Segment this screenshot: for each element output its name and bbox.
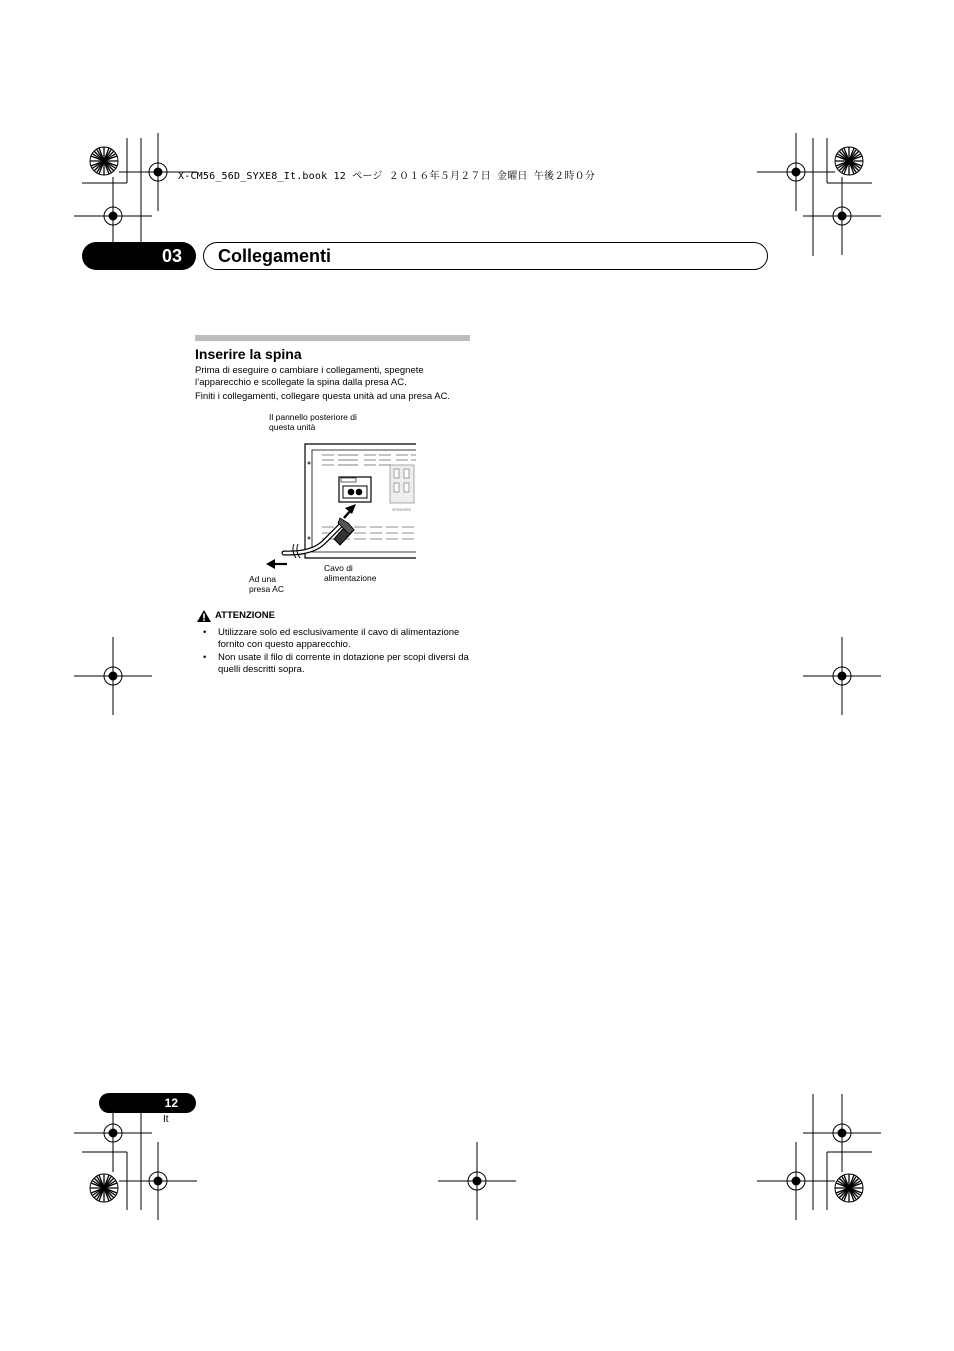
caution-list <box>203 627 473 677</box>
power-cable-label-line1: Cavo di <box>324 563 353 573</box>
outlet-arrow <box>266 559 287 569</box>
rear-panel-label <box>269 413 357 432</box>
caution-item <box>203 627 473 651</box>
ac-outlet-label-line1: Ad una <box>249 574 276 584</box>
rear-panel-label-line1: Il pannello posteriore di <box>269 412 357 422</box>
ac-inlet <box>339 477 371 502</box>
ac-outlet-label-line2: presa AC <box>249 583 284 594</box>
caution-item-text: Utilizzare solo ed esclusivamente il cavo di alimentazione fornito con questo apparecchio. <box>218 627 460 650</box>
caution-item-text: Non usate il filo di corrente in dotazione per scopi diversi da quelli descritti sopra. <box>218 652 469 675</box>
warning-icon <box>197 610 211 622</box>
print-header: X-CM56_56D_SYXE8_It.book 12 ページ ２０１６年５月２７日 金曜日 午後２時０分 <box>178 171 596 182</box>
power-cable-label-line2: alimentazione <box>324 572 377 583</box>
page-number: 12 <box>99 1093 196 1113</box>
chapter-title: Collegamenti <box>218 246 332 266</box>
chapter-number: 03 <box>82 242 196 270</box>
speaker-label: SPEAKERS <box>392 508 411 512</box>
instruction-paragraph: Finiti i collegamenti, collegare questa unità ad una presa AC. <box>195 391 451 402</box>
bullet-icon: • <box>203 627 207 638</box>
page-language: It <box>163 1114 169 1125</box>
caution-item <box>203 652 473 676</box>
caution-heading-text: ATTENZIONE <box>215 610 275 621</box>
section-title: Inserire la spina <box>195 346 302 362</box>
rear-panel-label-line2: questa unità <box>269 421 316 432</box>
bullet-icon: • <box>203 652 207 663</box>
intro-paragraph: Prima di eseguire o cambiare i collegamenti, spegnete l’apparecchio e scollegate la spina dalla presa AC. <box>195 365 424 388</box>
rear-panel-illustration <box>250 438 420 578</box>
caution-heading <box>197 610 275 622</box>
section-divider <box>195 335 470 341</box>
